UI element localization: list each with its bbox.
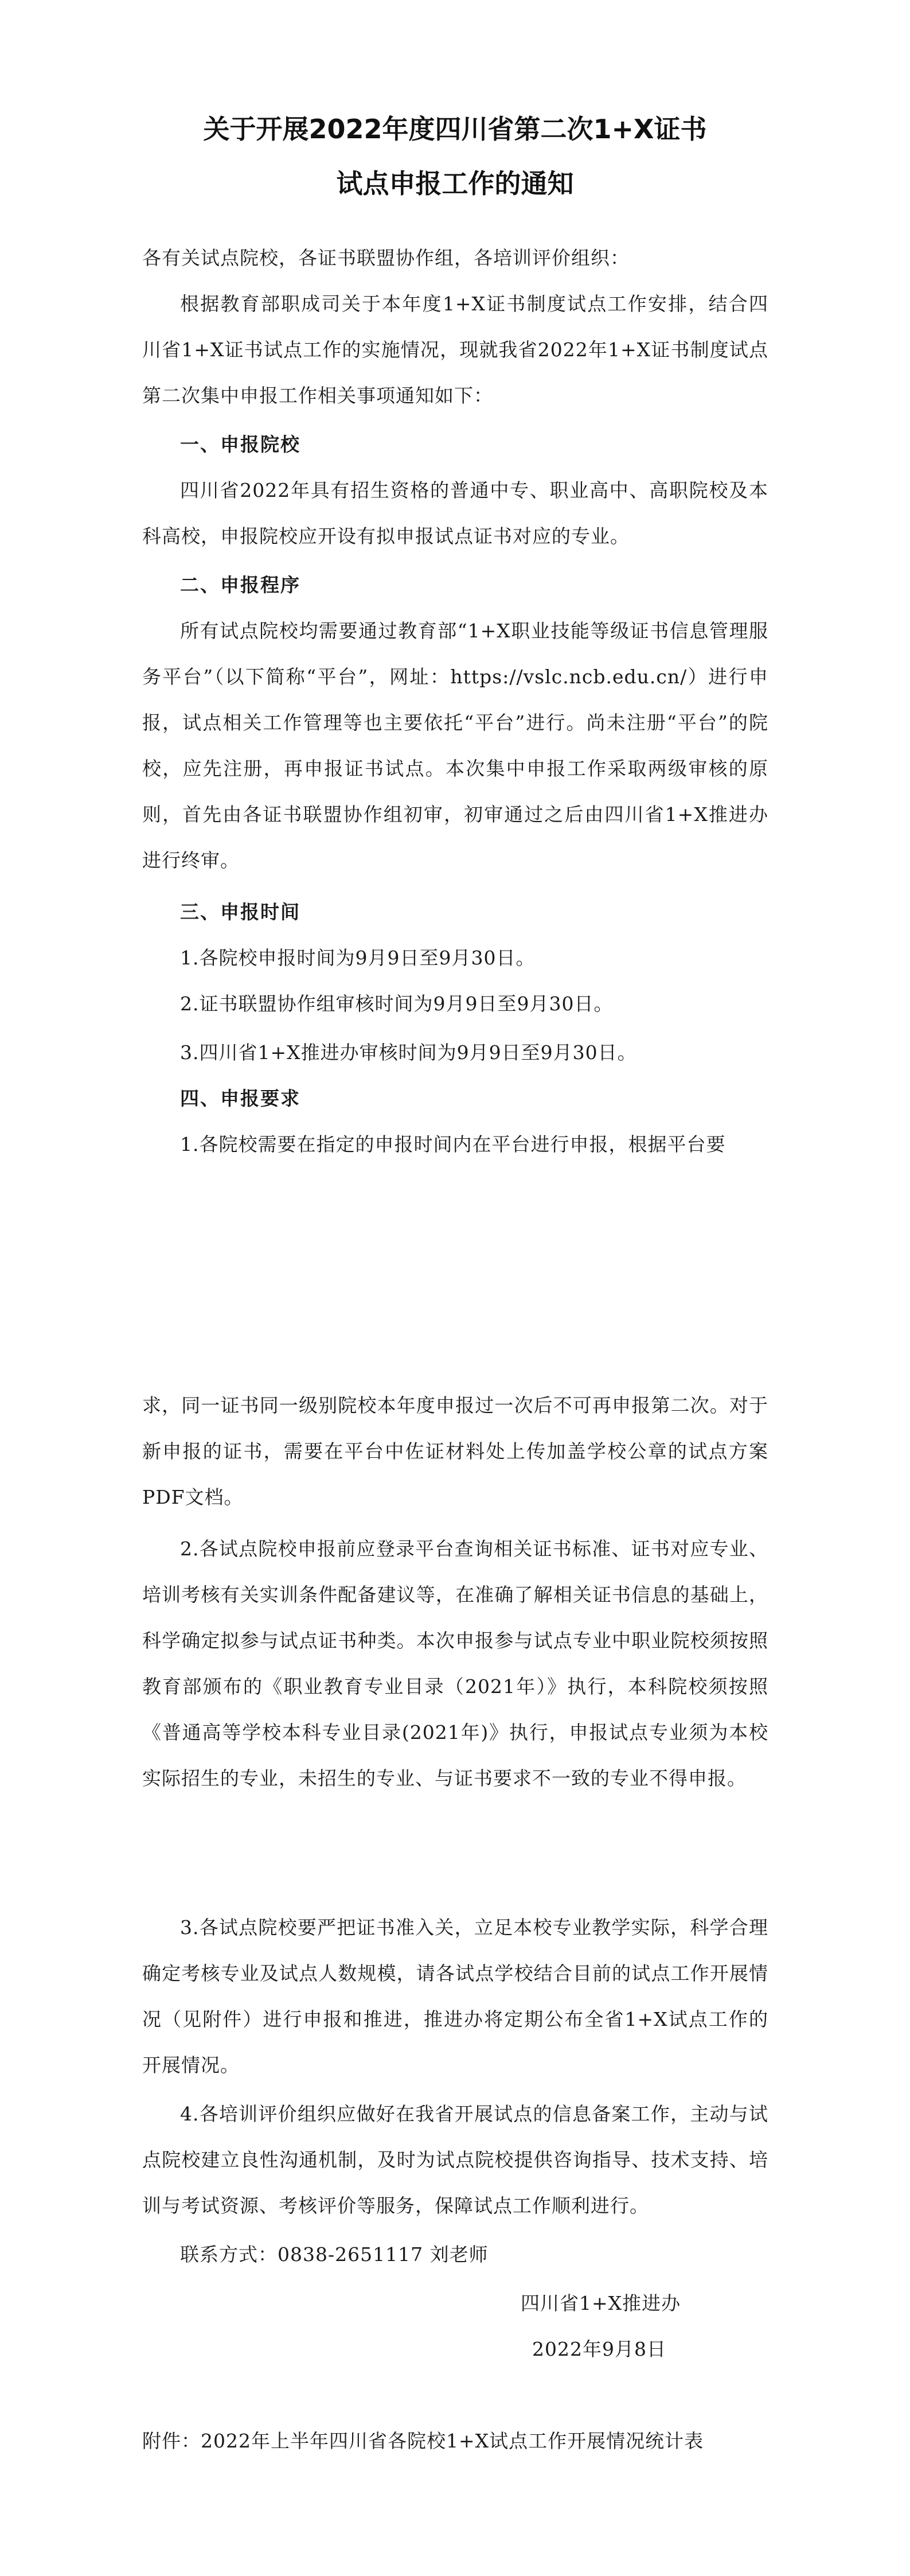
contact-line: 联系方式：0838-2651117 刘老师 [180,2243,489,2266]
section-4-heading: 四、申报要求 [180,1087,300,1110]
section-1-heading: 一、申报院校 [180,433,300,456]
document-title-line-2: 试点申报工作的通知 [336,168,574,199]
section-4-item-4: 4.各培训评价组织应做好在我省开展试点的信息备案工作，主动与试点院校建立良性沟通机制，及时为试点院校提供咨询指导、技术支持、培训与考试资源、考核评价等服务，保障试点工作顺利进行。 [142,2103,768,2217]
document-title-line-1: 关于开展2022年度四川省第二次1+X证书 [203,114,707,145]
signature-org: 四川省1+X推进办 [521,2292,681,2314]
section-3-item-2: 2.证书联盟协作组审核时间为9月9日至9月30日。 [180,993,614,1015]
section-4-item-1-part-1: 1.各院校需要在指定的申报时间内在平台进行申报，根据平台要 [180,1133,726,1155]
section-3-item-1: 1.各院校申报时间为9月9日至9月30日。 [180,947,536,969]
section-2-body: 所有试点院校均需要通过教育部“1+X职业技能等级证书信息管理服务平台”（以下简称“平台”，网址：https://vslc.ncb.edu.cn/）进行申报，试点相关工作管理等也主要依托“平台”进行。尚未注册“平台”的院校，应先注册，再申报证书试点。本次集中申报工作采取两级审核的原则，首先由各证书联盟协作组初审，初审通过之后由四川省1+X推进办进行终审。 [142,620,768,871]
section-3-item-3: 3.四川省1+X推进办审核时间为9月9日至9月30日。 [180,1041,637,1064]
intro-paragraph: 根据教育部职成司关于本年度1+X证书制度试点工作安排，结合四川省1+X证书试点工作的实施情况，现就我省2022年1+X证书制度试点第二次集中申报工作相关事项通知如下： [142,293,768,407]
section-4-item-2: 2.各试点院校申报前应登录平台查询相关证书标准、证书对应专业、培训考核有关实训条件配备建议等，在准确了解相关证书信息的基础上，科学确定拟参与试点证书种类。本次申报参与试点专业中职业院校须按照教育部颁布的《职业教育专业目录（2021年）》执行，本科院校须按照《普通高等学校本科专业目录(2021年)》执行，申报试点专业须为本校实际招生的专业，未招生的专业、与证书要求不一致的专业不得申报。 [142,1538,768,1789]
section-2-heading: 二、申报程序 [180,574,300,596]
salutation: 各有关试点院校，各证书联盟协作组，各培训评价组织： [142,247,630,269]
section-3-heading: 三、申报时间 [180,901,300,923]
signature-date: 2022年9月8日 [532,2338,666,2360]
section-1-body: 四川省2022年具有招生资格的普通中专、职业高中、高职院校及本科高校，申报院校应开设有拟申报试点证书对应的专业。 [142,479,768,547]
attachment-line: 附件：2022年上半年四川省各院校1+X试点工作开展情况统计表 [142,2430,704,2452]
section-4-item-1-part-2: 求，同一证书同一级别院校本年度申报过一次后不可再申报第二次。对于新申报的证书，需要在平台中佐证材料处上传加盖学校公章的试点方案PDF文档。 [142,1394,768,1508]
section-4-item-3: 3.各试点院校要严把证书准入关，立足本校专业教学实际，科学合理确定考核专业及试点人数规模，请各试点学校结合目前的试点工作开展情况（见附件）进行申报和推进，推进办将定期公布全省1+X试点工作的开展情况。 [142,1916,768,2076]
